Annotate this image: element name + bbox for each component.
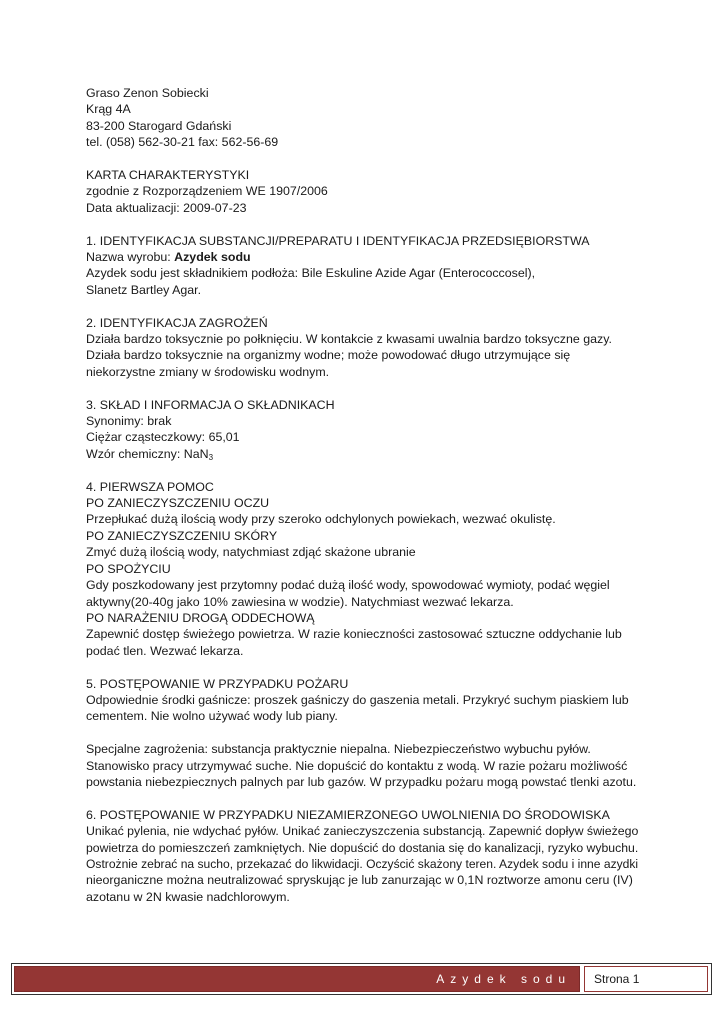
section-6-line-2: powietrza do pomieszczeń zamkniętych. Nie dopuścić do dostania się do kanalizacji, ryzyko wybuchu. (86, 840, 639, 855)
product-name-value: Azydek sodu (174, 250, 251, 265)
section-5-p2-line-2: Stanowisko pracy utrzymywać suche. Nie dopuścić do kontaktu z wodą. W razie pożaru możliwość (86, 758, 628, 773)
section-5-heading: 5. POSTĘPOWANIE W PRZYPADKU POŻARU (86, 676, 349, 691)
section-6-line-3: Ostrożnie zebrać na sucho, przekazać do likwidacji. Oczyścić skażony teren. Azydek sodu i inne azydki (86, 856, 639, 871)
section-2-line-1: Działa bardzo toksycznie po połknięciu. W kontakcie z kwasami uwalnia bardzo toksyczne gazy. (86, 332, 612, 347)
footer-page-number: Strona 1 (584, 966, 708, 992)
document-body (86, 85, 638, 905)
skin-text: Zmyć dużą ilością wody, natychmiast zdjąć skażone ubranie (86, 545, 416, 560)
section-1-desc-1: Azydek sodu jest składnikiem podłoża: Bile Eskuline Azide Agar (Enterococcosel), (86, 266, 536, 281)
section-6-line-4: nieorganiczne można neutralizować spryskując je lub zanurzając w 0,1N roztworze amonu ceru (IV) (86, 873, 633, 888)
company-name: Graso Zenon Sobiecki (86, 86, 209, 100)
synonyms: Synonimy: brak (86, 414, 172, 429)
molecular-weight: Ciężar cząsteczkowy: 65,01 (86, 430, 240, 445)
section-6-line-1: Unikać pylenia, nie wdychać pyłów. Unikać zanieczyszczenia substancją. Zapewnić dopływ świeżego (86, 824, 639, 839)
product-name-line (86, 249, 638, 265)
ingestion-text-2: aktywny(20-40g jako 10% zawiesina w wodzie). Natychmiast wezwać lekarza. (86, 594, 514, 609)
section-2-line-3: niekorzystne zmiany w środowisku wodnym. (86, 364, 330, 379)
chemical-formula (86, 446, 638, 462)
chemical-formula-label: Wzór chemiczny: NaN (86, 446, 209, 461)
company-phone: tel. (058) 562-30-21 fax: 562-56-69 (86, 135, 279, 150)
skin-heading: PO ZANIECZYSZCZENIU SKÓRY (86, 528, 278, 543)
footer-product-bar: Azydek sodu (14, 966, 580, 992)
doc-regulation: zgodnie z Rozporządzeniem WE 1907/2006 (86, 184, 328, 199)
section-5-p2-line-3: powstania niebezpiecznych palnych par lub gazów. W przypadku pożaru mogą powstać tlenki azotu. (86, 774, 637, 789)
chemical-formula-subscript: 3 (208, 452, 214, 462)
doc-updated: Data aktualizacji: 2009-07-23 (86, 200, 247, 215)
section-6-heading: 6. POSTĘPOWANIE W PRZYPADKU NIEZAMIERZONEGO UWOLNIENIA DO ŚRODOWISKA (86, 807, 610, 822)
section-2-heading: 2. IDENTYFIKACJA ZAGROŻEŃ (86, 315, 268, 330)
section-5-p1-line-1: Odpowiednie środki gaśnicze: proszek gaśniczy do gaszenia metali. Przykryć suchym piaskiem lub (86, 692, 629, 707)
inhalation-text-1: Zapewnić dostęp świeżego powietrza. W razie konieczności zastosować sztuczne oddychanie lub (86, 627, 622, 642)
company-street: Krąg 4A (86, 102, 131, 117)
inhalation-text-2: podać tlen. Wezwać lekarza. (86, 643, 244, 658)
product-name-label: Nazwa wyrobu: (86, 250, 175, 265)
eyes-text: Przepłukać dużą ilością wody przy szeroko odchylonych powiekach, wezwać okulistę. (86, 512, 556, 527)
section-2-line-2: Działa bardzo toksycznie na organizmy wodne; może powodować długo utrzymujące się (86, 348, 571, 363)
section-5-p1-line-2: cementem. Nie wolno używać wody lub piany. (86, 709, 338, 724)
inhalation-heading: PO NARAŻENIU DROGĄ ODDECHOWĄ (86, 610, 315, 625)
section-4-heading: 4. PIERWSZA POMOC (86, 479, 214, 494)
section-5-p2-line-1: Specjalne zagrożenia: substancja praktycznie niepalna. Niebezpieczeństwo wybuchu pyłów. (86, 742, 591, 757)
company-city: 83-200 Starogard Gdański (86, 118, 232, 133)
eyes-heading: PO ZANIECZYSZCZENIU OCZU (86, 496, 270, 511)
ingestion-heading: PO SPOŻYCIU (86, 561, 171, 576)
doc-title: KARTA CHARAKTERYSTYKI (86, 168, 250, 183)
section-1-heading: 1. IDENTYFIKACJA SUBSTANCJI/PREPARATU I IDENTYFIKACJA PRZEDSIĘBIORSTWA (86, 233, 590, 248)
section-6-line-5: azotanu w 2N kwasie nadchlorowym. (86, 889, 290, 904)
ingestion-text-1: Gdy poszkodowany jest przytomny podać dużą ilość wody, spowodować wymioty, podać węgiel (86, 578, 610, 593)
section-1-desc-2: Slanetz Bartley Agar. (86, 282, 202, 297)
section-3-heading: 3. SKŁAD I INFORMACJA O SKŁADNIKACH (86, 397, 335, 412)
